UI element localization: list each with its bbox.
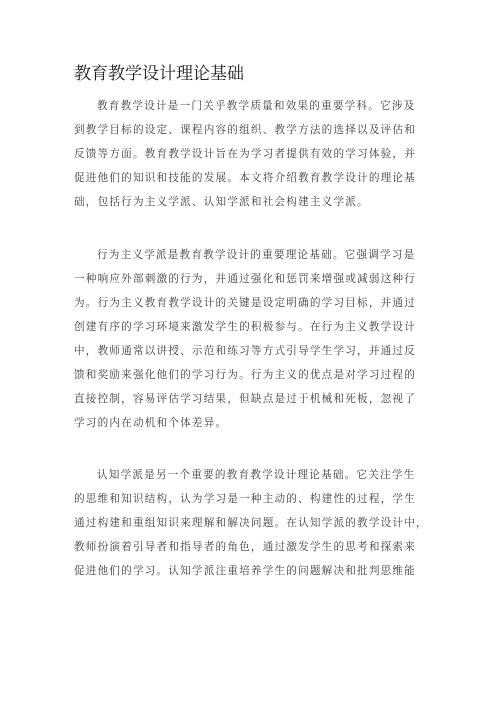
paragraph-1 — [74, 94, 434, 214]
text-line: 一种响应外部刺激的行为，并通过强化和惩罚来增强或减弱这种行 — [74, 273, 417, 285]
text-line: 教育教学设计是一门关乎教学质量和效果的重要学科。它涉及 — [97, 100, 416, 112]
text-line: 中，教师通常以讲授、示范和练习等方式引导学生学习，并通过反 — [74, 345, 417, 357]
text-line: 通过构建和重组知识来理解和解决问题。在认知学派的教学设计中， — [74, 517, 428, 529]
text-line: 础，包括行为主义学派、认知学派和社会构建主义学派。 — [74, 196, 369, 208]
text-line: 反馈等方面。教育教学设计旨在为学习者提供有效的学习体验，并 — [74, 148, 417, 160]
text-line: 行为主义学派是教育教学设计的重要理论基础。它强调学习是 — [97, 249, 416, 261]
text-line: 为。行为主义教育教学设计的关键是设定明确的学习目标，并通过 — [74, 297, 417, 309]
text-line: 教师扮演着引导者和指导者的角色，通过激发学生的思考和探索来 — [74, 541, 417, 553]
text-line: 直接控制，容易评估学习结果，但缺点是过于机械和死板，忽视了 — [74, 393, 417, 405]
text-line: 的思维和知识结构，认为学习是一种主动的、构建性的过程，学生 — [74, 493, 417, 505]
text-line: 学习的内在动机和个体差异。 — [74, 417, 228, 429]
paragraph-3 — [74, 463, 434, 583]
paragraph-2 — [74, 243, 434, 435]
text-line: 认知学派是另一个重要的教育教学设计理论基础。它关注学生 — [97, 469, 416, 481]
text-line: 创建有序的学习环境来激发学生的积极参与。在行为主义教学设计 — [74, 321, 417, 333]
document-title: 教育教学设计理论基础 — [74, 64, 244, 84]
text-line: 馈和奖励来强化他们的学习行为。行为主义的优点是对学习过程的 — [74, 369, 417, 381]
text-line: 促进他们的知识和技能的发展。本文将介绍教育教学设计的理论基 — [74, 172, 417, 184]
text-line: 促进他们的学习。认知学派注重培养学生的问题解决和批判思维能 — [74, 565, 417, 577]
text-line: 到教学目标的设定、课程内容的组织、教学方法的选择以及评估和 — [74, 124, 417, 136]
